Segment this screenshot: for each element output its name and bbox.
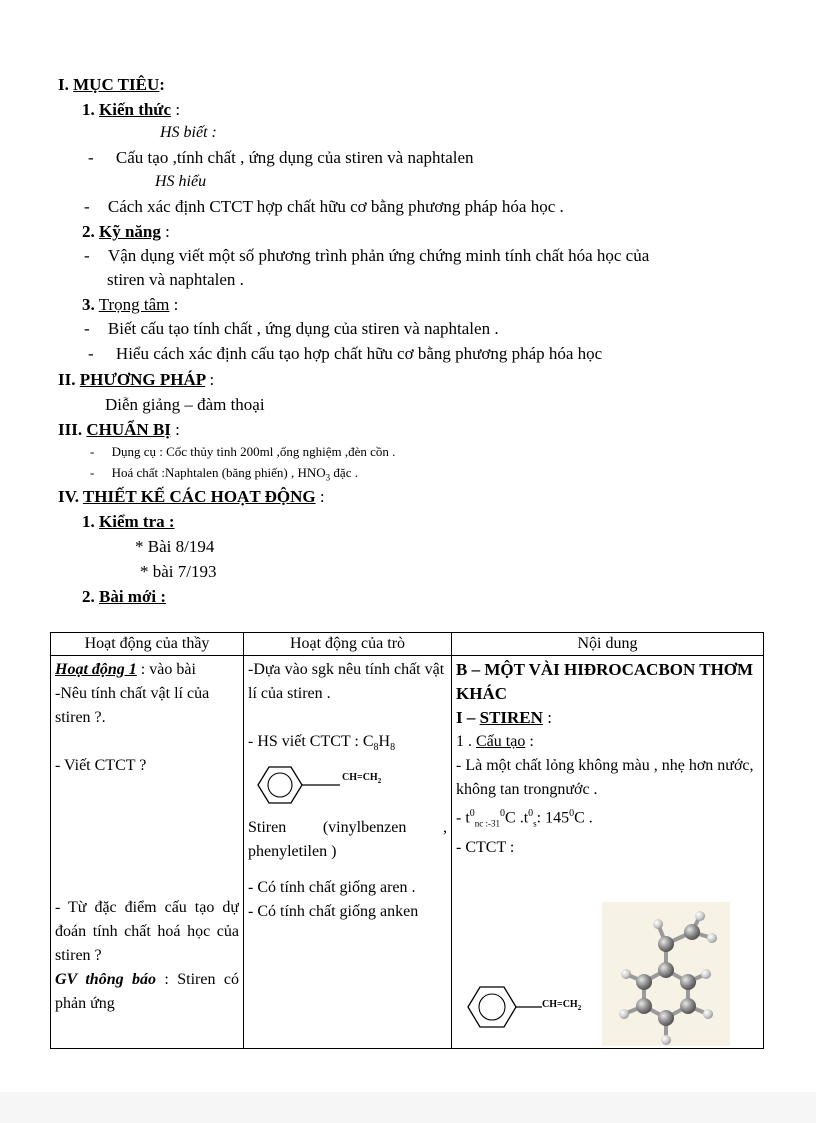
- prep-chemicals: - Hoá chất :Naphtalen (băng phiến) , $HNO_3$ đặc .: [90, 465, 358, 483]
- section-4-heading: IV. THIẾT KẾ CÁC HOẠT ĐỘNG :: [58, 487, 325, 506]
- student-cell: [244, 656, 452, 1049]
- knowledge-heading: 1. Kiến thức :: [82, 100, 181, 119]
- teacher-q1: -Nêu tính chất vật lí của stiren ?.: [55, 685, 210, 726]
- bullet-focus-2: - Hiểu cách xác định cấu tạo hợp chất hữu cơ bằng phương pháp hóa học: [88, 344, 603, 363]
- skill-heading: 2. Kỹ năng :: [82, 222, 170, 241]
- styrene-description: - Là một chất lỏng không màu , nhẹ hơn nước, không tan trongnước .: [456, 757, 754, 798]
- styrene-structure-student: $CH=CH_2$: [248, 762, 447, 808]
- content-cell: [452, 656, 764, 1049]
- prep-tools: - Dụng cụ : Cốc thủy tinh 200ml ,ống nghiệm ,đèn cồn .: [90, 444, 396, 459]
- bullet-knowledge-1: - Cấu tạo ,tính chất , ứng dụng của stiren và naphtalen: [88, 148, 474, 167]
- molecule-model-icon: [602, 902, 730, 1046]
- activity-1-line: Hoạt động 1 : vào bài: [55, 661, 196, 678]
- check-item-1: * Bài 8/194: [135, 537, 215, 556]
- section-3-heading: III. CHUẨN BỊ :: [58, 420, 180, 439]
- student-a1: -Dựa vào sgk nêu tính chất vật lí của stiren .: [248, 661, 445, 702]
- student-p2: - Có tính chất giống anken: [248, 903, 419, 921]
- check-item-2: * bài 7/193: [140, 562, 217, 581]
- bullet-skill-line2: stiren và naphtalen .: [107, 270, 244, 289]
- structure-heading: 1 . Cấu tạo :: [456, 733, 534, 750]
- table-row: [51, 656, 764, 1049]
- styrene-3d-model: [602, 902, 730, 1046]
- bullet-knowledge-2: - Cách xác định CTCT hợp chất hữu cơ bằng phương pháp hóa học .: [84, 197, 564, 216]
- header-student: Hoạt động của trò: [244, 633, 452, 656]
- styrene-temperature: - $t^0_{nc :-31}^0C$ $.t^0_s$: $145^0C$ .: [456, 808, 593, 829]
- section-1-heading: I. MỤC TIÊU:: [58, 75, 165, 94]
- method-content: Diễn giảng – đàm thoại: [105, 395, 265, 414]
- teacher-gv-note: GV thông báo : Stiren có phản ứng: [55, 971, 239, 1012]
- teacher-q3: - Từ đặc điểm cấu tạo dự đoán tính chất hoá học của stiren ?: [55, 899, 239, 964]
- student-p1: - Có tính chất giống aren .: [248, 879, 416, 897]
- teacher-q2: - Viết CTCT ?: [55, 757, 147, 774]
- section-2-heading: II. PHƯƠNG PHÁP :: [58, 370, 215, 389]
- header-content: Nội dung: [452, 633, 764, 656]
- hs-biet-label: HS biết :: [160, 124, 217, 141]
- check-heading: 1. Kiểm tra :: [82, 512, 175, 531]
- header-teacher: Hoạt động của thầy: [51, 633, 244, 656]
- benzene-ring-icon: [250, 762, 430, 808]
- styrene-name: Stiren (vinylbenzen , phenyletilen ): [248, 819, 447, 861]
- ctct-label: - CTCT :: [456, 838, 515, 856]
- hs-hieu-label: HS hiểu: [155, 173, 207, 190]
- page-bottom-margin: [0, 1092, 816, 1123]
- activity-table: [50, 632, 764, 1049]
- content-title: B – MỘT VÀI HIĐROCACBON THƠM KHÁC: [456, 660, 754, 703]
- section-1-title: MỤC TIÊU: [73, 75, 160, 94]
- new-lesson-heading: 2. Bài mới :: [82, 587, 167, 606]
- student-a2: - HS viết CTCT : $C_8H_8$: [248, 733, 396, 754]
- bullet-focus-1: - Biết cấu tạo tính chất , ứng dụng của stiren và naphtalen .: [84, 319, 499, 338]
- styrene-structure-content: $CH=CH_2$: [462, 978, 592, 1038]
- bullet-skill: - Vận dụng viết một số phương trình phản ứng chứng minh tính chất hóa học của: [84, 246, 650, 265]
- teacher-cell: [51, 656, 244, 1049]
- table-header-row: [51, 633, 764, 656]
- focus-heading: 3. Trọng tâm :: [82, 295, 179, 314]
- stiren-heading: I – STIREN :: [456, 708, 552, 727]
